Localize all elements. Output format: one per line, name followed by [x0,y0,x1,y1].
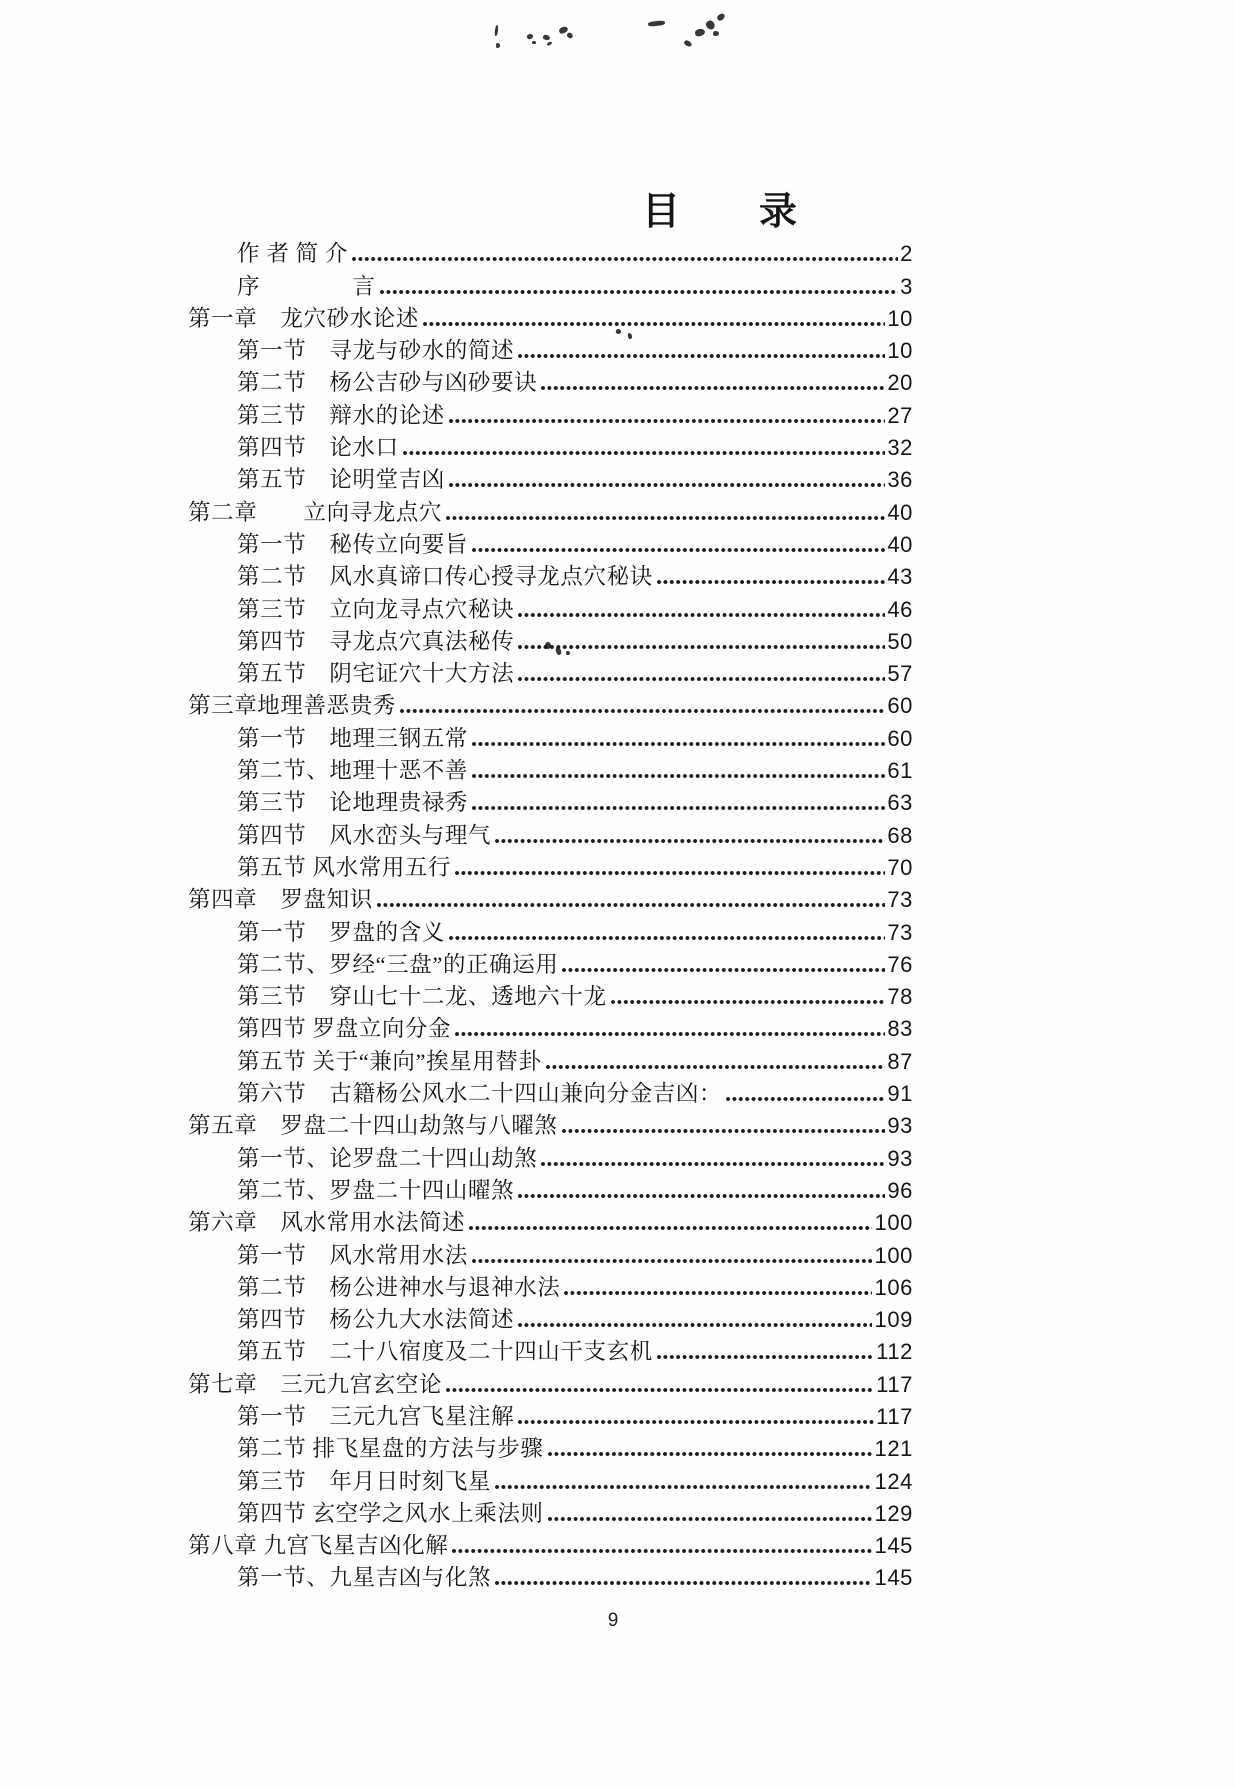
toc-entry-page: 63 [887,790,913,816]
toc-dot-leader [657,1355,874,1359]
toc-entry-page: 73 [887,919,913,945]
toc-entry-page: 70 [887,854,913,880]
toc-entry-label: 第三节 立向龙寻点穴秘诀 [237,596,515,622]
toc-entry-label: 第三节 论地理贵禄秀 [237,790,469,816]
toc-entry-page: 60 [887,725,913,751]
toc-dot-leader [518,645,885,649]
toc-dot-leader [455,871,885,875]
toc-dot-leader [377,903,886,907]
toc-entry-page: 32 [887,435,913,461]
toc-dot-leader [449,483,885,487]
toc-row [188,688,913,720]
toc-entry-page: 36 [887,467,913,493]
toc-row [188,1173,913,1205]
toc-row [188,979,913,1011]
toc-row [188,365,913,397]
toc-entry-label: 第一节 地理三钢五常 [237,725,469,751]
toc-dot-leader [472,1259,872,1263]
toc-entry-label: 第二节 杨公吉砂与凶砂要诀 [237,370,538,396]
toc-entry-page: 100 [874,1242,913,1268]
toc-dot-leader [472,742,885,746]
toc-entry-page: 91 [887,1081,913,1107]
scan-artifact [532,41,536,44]
toc-dot-leader [423,322,885,326]
scan-artifact [566,32,574,40]
toc-entry-page: 117 [876,1371,913,1397]
toc-entry-label: 第四章 罗盘知识 [188,887,373,913]
scan-artifact [694,28,705,37]
toc-dot-leader [518,1323,872,1327]
toc-entry-page: 145 [874,1565,913,1591]
toc-entry-label: 第四节 罗盘立向分金 [237,1016,452,1042]
toc-row [188,624,913,656]
toc-entry-label: 第五节 关于“兼向”挨星用替卦 [237,1048,542,1074]
toc-entry-label: 第三节 年月日时刻飞星 [237,1468,492,1494]
toc-entry-label: 第一节、九星吉凶与化煞 [237,1565,492,1591]
toc-dot-leader [446,1388,874,1392]
toc-row [188,494,913,526]
toc-row [188,1431,913,1463]
toc-list [188,236,913,1592]
scan-artifact [648,20,665,27]
toc-row [188,914,913,946]
toc-row [188,785,913,817]
scan-artifact [496,43,500,48]
toc-entry-page: 87 [887,1048,913,1074]
toc-row [188,1496,913,1528]
toc-row [188,1076,913,1108]
toc-entry-label: 第二节 排飞星盘的方法与步骤 [237,1436,544,1462]
toc-row [188,1205,913,1237]
toc-row [188,753,913,785]
toc-entry-label: 第五章 罗盘二十四山劫煞与八曜煞 [188,1113,558,1139]
toc-entry-label: 第四节 玄空学之风水上乘法则 [237,1500,544,1526]
scan-artifact [494,25,498,36]
toc-entry-page: 117 [876,1403,913,1429]
page-title: 目 录 [642,191,799,233]
toc-dot-leader [495,839,885,843]
toc-dot-leader [518,1194,885,1198]
toc-entry-page: 10 [887,338,913,364]
toc-entry-label: 第一节 风水常用水法 [237,1242,469,1268]
toc-dot-leader [472,774,885,778]
toc-row [188,656,913,688]
toc-entry-page: 50 [887,628,913,654]
toc-entry-label: 第二节、罗盘二十四山曜煞 [237,1177,515,1203]
scan-artifact [547,41,553,46]
toc-entry-label: 第五节 阴宅证穴十大方法 [237,661,515,687]
toc-dot-leader [403,451,886,455]
toc-entry-page: 3 [900,273,913,299]
toc-dot-leader [455,1032,885,1036]
toc-row [188,817,913,849]
toc-entry-page: 10 [887,305,913,331]
toc-row [188,1043,913,1075]
toc-entry-label: 第一节 三元九宫飞星注解 [237,1403,515,1429]
toc-dot-leader [541,1162,885,1166]
toc-dot-leader [518,1420,874,1424]
toc-row [188,947,913,979]
toc-entry-page: 96 [887,1177,913,1203]
toc-row [188,1463,913,1495]
toc-entry-page: 76 [887,951,913,977]
scan-artifact [716,12,726,22]
toc-entry-label: 第一节、论罗盘二十四山劫煞 [237,1145,538,1171]
toc-entry-label: 第二节、罗经“三盘”的正确运用 [237,951,559,977]
toc-dot-leader [352,257,898,261]
toc-dot-leader [452,1549,872,1553]
toc-row [188,301,913,333]
toc-entry-label: 第五节 二十八宿度及二十四山干支玄机 [237,1339,653,1365]
toc-row [188,1237,913,1269]
toc-entry-page: 61 [887,758,913,784]
toc-dot-leader [495,1581,872,1585]
scan-artifact [526,33,533,40]
toc-dot-leader [562,1129,886,1133]
toc-row [188,850,913,882]
toc-entry-page: 121 [874,1436,913,1462]
footer-page-number: 9 [607,1610,619,1631]
toc-entry-page: 129 [874,1500,913,1526]
toc-row [188,1560,913,1592]
toc-entry-page: 2 [900,241,913,267]
toc-row [188,882,913,914]
toc-dot-leader [518,354,885,358]
toc-entry-page: 83 [887,1016,913,1042]
toc-entry-page: 124 [874,1468,913,1494]
toc-entry-label: 第三节 穿山七十二龙、透地六十龙 [237,984,607,1010]
toc-dot-leader [541,386,885,390]
toc-entry-page: 109 [874,1307,913,1333]
toc-row [188,462,913,494]
toc-dot-leader [726,1097,885,1101]
toc-entry-page: 40 [887,531,913,557]
toc-dot-leader [472,806,885,810]
scan-artifact [683,39,692,47]
toc-row [188,430,913,462]
toc-entry-page: 78 [887,984,913,1010]
toc-dot-leader [400,709,885,713]
toc-row [188,236,913,268]
toc-entry-label: 第二节 杨公进神水与退神水法 [237,1274,561,1300]
toc-dot-leader [657,580,886,584]
toc-entry-page: 68 [887,822,913,848]
toc-dot-leader [518,677,885,681]
toc-dot-leader [449,419,885,423]
toc-entry-label: 第三章地理善恶贵秀 [188,693,396,719]
toc-entry-page: 60 [887,693,913,719]
toc-dot-leader [446,516,885,520]
toc-entry-label: 第五节 论明堂吉凶 [237,467,445,493]
scan-artifact [713,31,719,36]
toc-row [188,1334,913,1366]
scan-artifact [705,19,717,31]
toc-dot-leader [469,1226,872,1230]
toc-dot-leader [380,290,899,294]
toc-entry-label: 第一章 龙穴砂水论述 [188,305,420,331]
toc-entry-page: 145 [874,1533,913,1559]
toc-entry-label: 第八章 九宫飞星吉凶化解 [188,1533,449,1559]
toc-entry-page: 27 [887,402,913,428]
scan-artifact [542,34,550,41]
toc-entry-label: 第二节、地理十恶不善 [237,758,469,784]
toc-dot-leader [611,1000,886,1004]
toc-entry-label: 第四节 寻龙点穴真法秘传 [237,628,515,654]
toc-entry-page: 57 [887,661,913,687]
toc-entry-page: 93 [887,1113,913,1139]
toc-dot-leader [562,968,885,972]
toc-entry-label: 第四节 风水峦头与理气 [237,822,492,848]
toc-row [188,1270,913,1302]
toc-dot-leader [495,1485,872,1489]
toc-row [188,720,913,752]
toc-row [188,397,913,429]
toc-dot-leader [449,936,885,940]
toc-dot-leader [548,1517,873,1521]
toc-entry-label: 第一节 罗盘的含义 [237,919,445,945]
toc-entry-label: 第三节 辩水的论述 [237,402,445,428]
toc-entry-page: 100 [874,1210,913,1236]
toc-entry-label: 第一节 秘传立向要旨 [237,531,469,557]
toc-row [188,1399,913,1431]
toc-row [188,1011,913,1043]
toc-row [188,1366,913,1398]
toc-entry-page: 46 [887,596,913,622]
toc-entry-label: 第四节 杨公九大水法简述 [237,1307,515,1333]
toc-entry-label: 序 言 [237,273,376,299]
toc-dot-leader [548,1452,873,1456]
toc-entry-label: 作 者 简 介 [237,241,349,267]
toc-row [188,527,913,559]
toc-entry-page: 73 [887,887,913,913]
toc-entry-label: 第六章 风水常用水法简述 [188,1210,466,1236]
toc-entry-label: 第五节 风水常用五行 [237,854,452,880]
toc-dot-leader [472,548,885,552]
toc-dot-leader [518,613,885,617]
toc-row [188,559,913,591]
toc-row [188,268,913,300]
toc-dot-leader [546,1065,886,1069]
toc-entry-label: 第二节 风水真谛口传心授寻龙点穴秘诀 [237,564,653,590]
toc-row [188,1302,913,1334]
toc-row [188,1108,913,1140]
toc-entry-label: 第七章 三元九宫玄空论 [188,1371,443,1397]
toc-entry-page: 93 [887,1145,913,1171]
toc-entry-label: 第四节 论水口 [237,435,399,461]
toc-entry-page: 112 [876,1339,913,1365]
toc-entry-label: 第一节 寻龙与砂水的简述 [237,338,515,364]
toc-row [188,333,913,365]
toc-dot-leader [564,1291,872,1295]
toc-row [188,1528,913,1560]
toc-entry-page: 20 [887,370,913,396]
toc-row [188,591,913,623]
toc-entry-page: 106 [874,1274,913,1300]
toc-entry-page: 43 [887,564,913,590]
toc-row [188,1140,913,1172]
toc-entry-label: 第二章 立向寻龙点穴 [188,499,443,525]
toc-entry-label: 第六节 古籍杨公风水二十四山兼向分金吉凶： [237,1081,723,1107]
toc-entry-page: 40 [887,499,913,525]
